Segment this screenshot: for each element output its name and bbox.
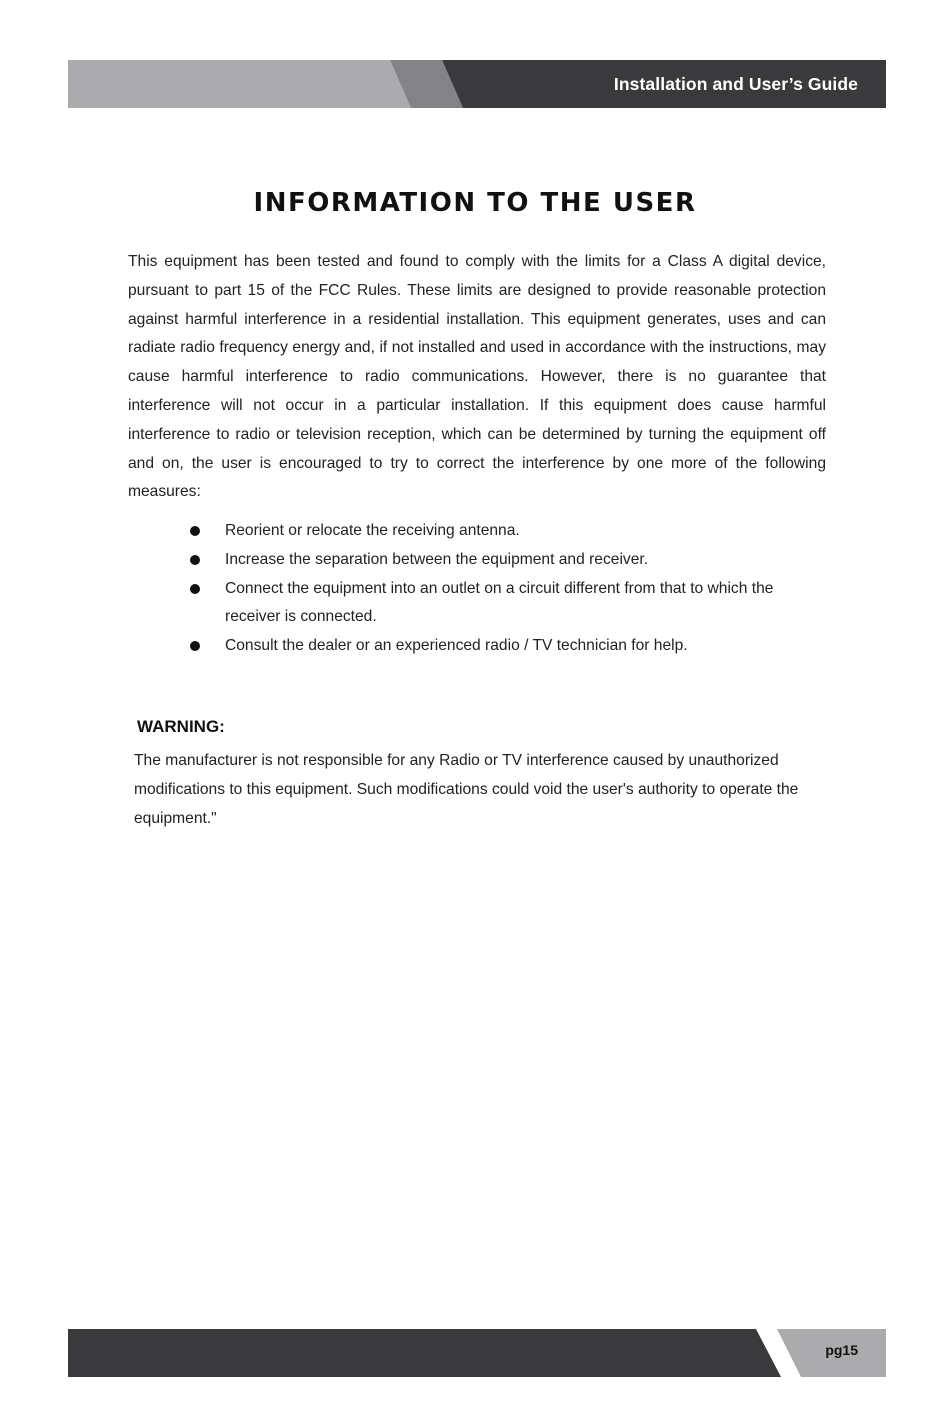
bullet-icon [190,555,200,565]
header-title: Installation and User’s Guide [613,74,858,94]
page-number: pg15 [825,1342,858,1358]
intro-paragraph: This equipment has been tested and found to comply with the limits for a Class A digital device, pursuant to part 15 of the FCC Rules. These limits are designed to provide reasonable protection against harmful interference in a residential installation. This equipment generates, uses and can radiate radio frequency energy and, if not installed and used in accordance with the instructions, may cause harmful interference to radio communications. However, there is no guarantee that interference will not occur in a particular installation. If this equipment does cause harmful interference to radio or television reception, which can be determined by turning the equipment off and on, the user is encouraged to try to correct the interference by one more of the following measures: [128,253,826,501]
list-item-text: Connect the equipment into an outlet on a circuit different from that to which the receiver is connected. [225,579,774,626]
warning-text: The manufacturer is not responsible for any Radio or TV interference caused by unauthorized modifications to this equipment. Such modifications could void the user's authority to operate the equipment." [134,752,799,827]
footer-bar [68,1329,886,1377]
bullet-icon [190,526,200,536]
list-item [128,575,785,633]
bullet-icon [190,641,200,651]
header-bar [68,60,886,108]
list-item-text: Reorient or relocate the receiving antenna. [225,522,520,539]
list-item-text: Increase the separation between the equipment and receiver. [225,550,649,568]
page-title: INFORMATION TO THE USER [253,188,697,218]
list-item [128,517,785,546]
bullet-icon [190,584,200,594]
warning-heading: WARNING: [137,717,225,736]
list-item [128,632,785,661]
list-item-text: Consult the dealer or an experienced radio / TV technician for help. [225,637,688,655]
footer-bar-graphic [68,1329,886,1377]
list-item [128,546,785,575]
measures-list [128,517,828,661]
